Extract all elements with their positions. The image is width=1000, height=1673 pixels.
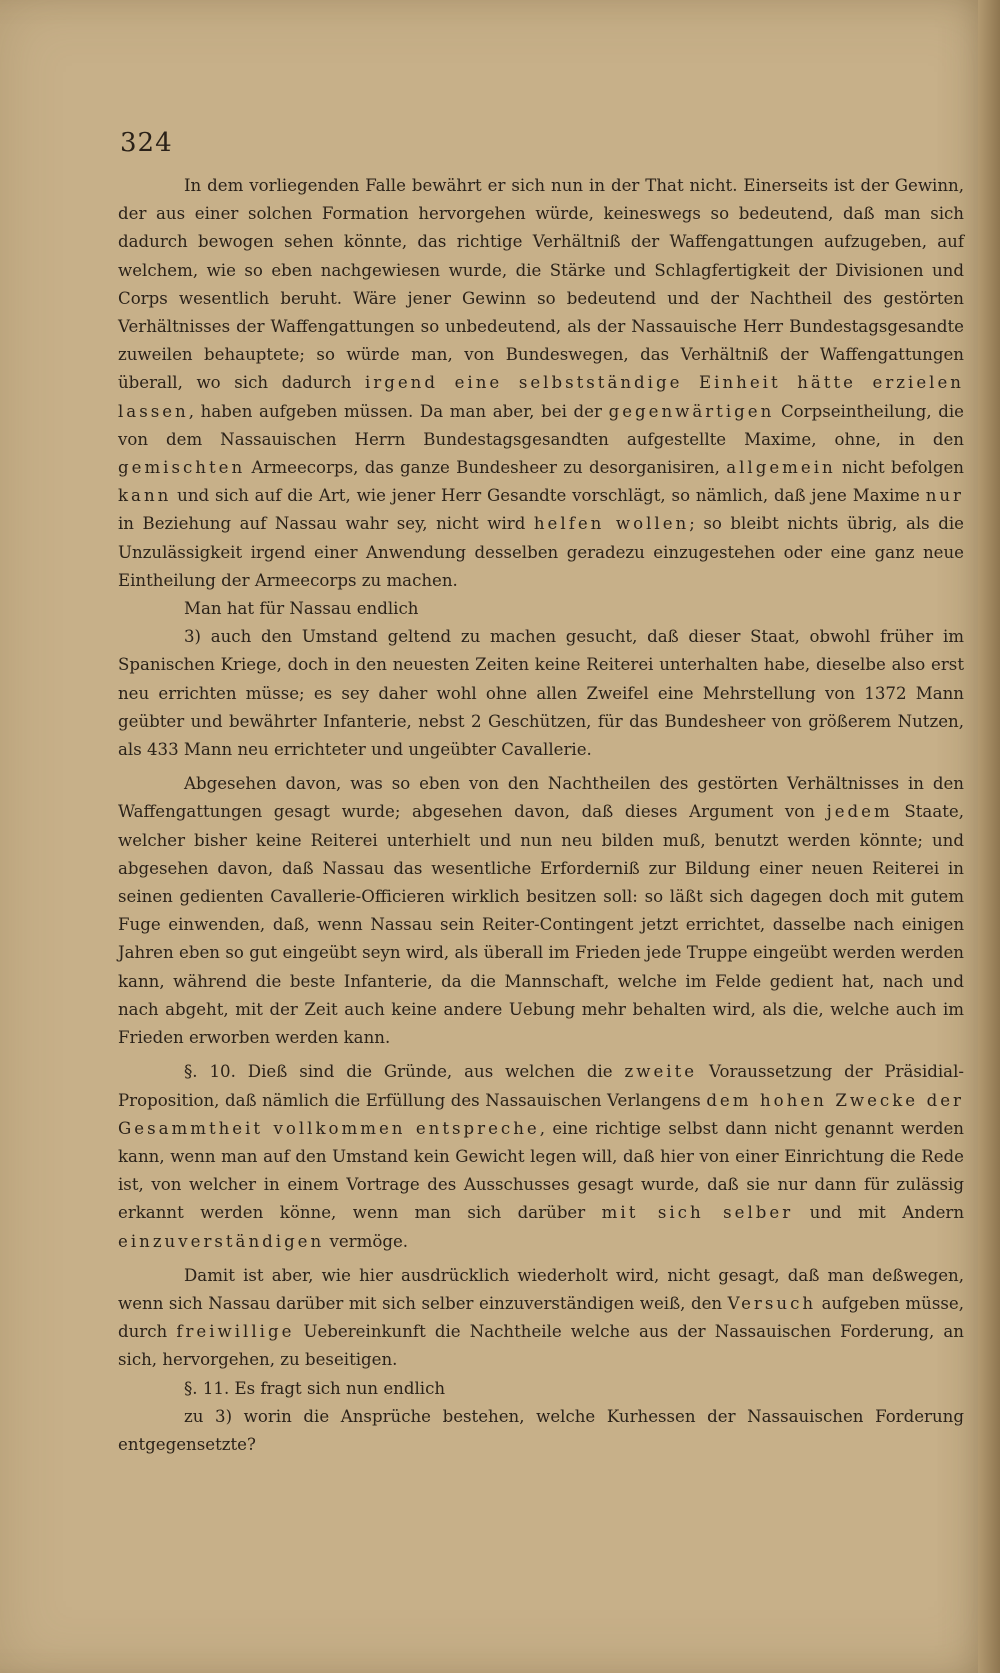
emphasis-text: dem hohen Zwecke der Gesammtheit vollkommen entspreche (118, 1090, 964, 1138)
emphasis-text: nur (925, 486, 964, 506)
emphasis-text: helfen wollen (533, 514, 690, 534)
paragraph-7: §. 11. Es fragt sich nun endlich (184, 1378, 446, 1398)
paragraph-4: Abgesehen davon, was so eben von den Nachtheilen des gestörten Verhältnisses in den Waffengattungen gesagt wurde; abgesehen davon, daß dieses Argument von jedem Staate, welcher bisher keine Reiterei unterhielt und nun neu bilden muß, benutzt werden könnte; und abgesehen davon, daß Nassau das wesentliche Erforderniß zur Bildung einer neuen Reiterei in seinen gedienten Cavallerie-Officieren wirklich besitzen soll: so läßt sich dagegen doch mit gutem Fuge einwenden, daß, wenn Nassau sein Reiter-Contingent jetzt errichtet, dasselbe nach einigen Jahren eben so gut eingeübt seyn wird, als überall im Frieden jede Truppe eingeübt werden werden kann, während die beste Infanterie, da die Mannschaft, welche im Felde gedient hat, nach und nach abgeht, mit der Zeit auch keine andere Uebung mehr behalten wird, als die, welche auch im Frieden erworben werden kann. (118, 774, 964, 1048)
emphasis-text: irgend eine selbstständige Einheit hätte erzielen lassen (118, 373, 964, 421)
emphasis-text: gegenwärtigen (608, 401, 775, 421)
emphasis-text: Versuch (727, 1293, 817, 1313)
paragraph-6: Damit ist aber, wie hier ausdrücklich wiederholt wird, nicht gesagt, daß man deßwegen, wenn sich Nassau darüber mit sich selber einzuverständigen weiß, den Versuch aufgeben müsse, durch freiwillige Uebereinkunft die Nachtheile welche aus der Nassauischen Forderung, an sich, hervorgehen, zu beseitigen. (118, 1265, 964, 1370)
paragraph-8: zu 3) worin die Ansprüche bestehen, welche Kurhessen der Nassauischen Forderung entgegensetzte? (118, 1406, 964, 1454)
emphasis-text: einzuverständigen (118, 1231, 325, 1251)
emphasis-text: mit sich selber (601, 1203, 794, 1223)
emphasis-text: allgemein (726, 458, 836, 478)
emphasis-text: freiwillige (176, 1322, 295, 1342)
paragraph-1: In dem vorliegenden Falle bewährt er sich nun in der That nicht. Einerseits ist der Gewinn, der aus einer solchen Formation hervorgehen würde, keineswegs so bedeutend, daß man sich dadurch bewogen sehen könnte, das richtige Verhältniß der Waffengattungen aufzugeben, auf welchem, wie so eben nachgewiesen wurde, die Stärke und Schlagfertigkeit der Divisionen und Corps wesentlich beruht. Wäre jener Gewinn so bedeutend und der Nachtheil des gestörten Verhältnisses der Waffengattungen so unbedeutend, als der Nassauische Herr Bundestagsgesandte zuweilen behauptete; so würde man, von Bundeswegen, das Verhältniß der Waffengattungen überall, wo sich dadurch irgend eine selbstständige Einheit hätte erzielen lassen, haben aufgeben müssen. Da man aber, bei der gegenwärtigen Corpseintheilung, die von dem Nassauischen Herrn Bundestagsgesandten aufgestellte Maxime, ohne, in den gemischten Armeecorps, das ganze Bundesheer zu desorganisiren, allgemein nicht befolgen kann und sich auf die Art, wie jener Herr Gesandte vorschlägt, so nämlich, daß jene Maxime nur in Beziehung auf Nassau wahr sey, nicht wird helfen wollen; so bleibt nichts übrig, als die Unzulässigkeit irgend einer Anwendung desselben geradezu einzugestehen oder eine ganz neue Eintheilung der Armeecorps zu machen. (118, 176, 965, 590)
emphasis-text: kann (118, 486, 172, 506)
page-body (118, 172, 964, 1459)
page-number: 324 (120, 128, 173, 158)
paragraph-3: 3) auch den Umstand geltend zu machen gesucht, daß dieser Staat, obwohl früher im Spanischen Kriege, doch in den neuesten Zeiten keine Reiterei unterhalten habe, dieselbe also erst neu errichten müsse; es sey daher wohl ohne allen Zweifel eine Mehrstellung von 1372 Mann geübter und bewährter Infanterie, nebst 2 Geschützen, für das Bundesheer von größerem Nutzen, als 433 Mann neu errichteter und ungeübter Cavallerie. (118, 627, 964, 760)
emphasis-text: gemischten (118, 458, 246, 478)
paragraph-2: Man hat für Nassau endlich (184, 599, 419, 619)
emphasis-text: jedem (826, 802, 893, 822)
page-edge (978, 0, 1000, 1673)
paragraph-5: §. 10. Dieß sind die Gründe, aus welchen die zweite Voraussetzung der Präsidial-Proposition, daß nämlich die Erfüllung des Nassauischen Verlangens dem hohen Zwecke der Gesammtheit vollkommen entspreche, eine richtige selbst dann nicht genannt werden kann, wenn man auf den Umstand kein Gewicht legen will, daß hier von einer Einrichtung die Rede ist, von welcher in einem Vortrage des Ausschusses gesagt wurde, daß sie nur dann für zulässig erkannt werden könne, wenn man sich darüber mit sich selber und mit Andern einzuverständigen vermöge. (118, 1062, 965, 1251)
emphasis-text: zweite (624, 1062, 698, 1082)
